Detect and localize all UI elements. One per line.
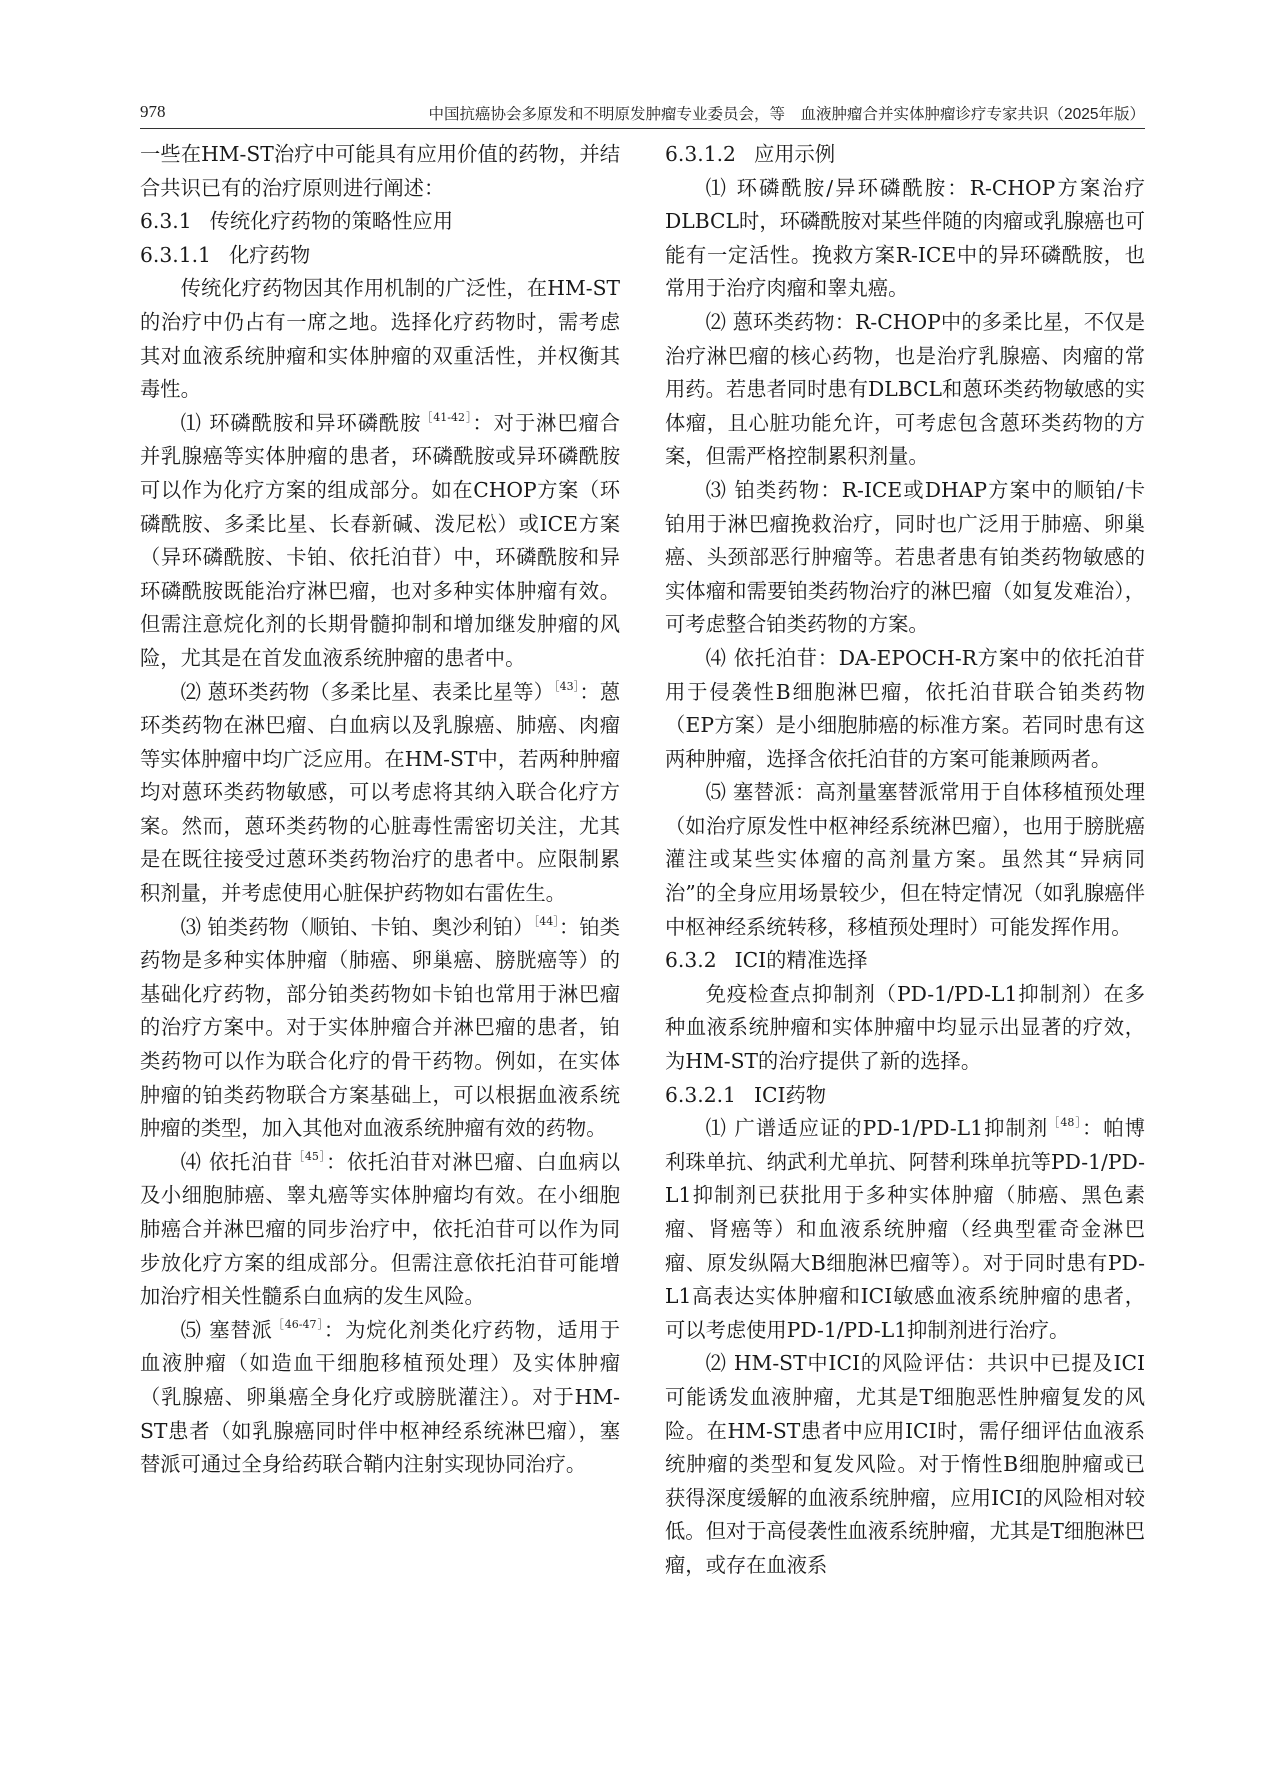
example-item: ⑵ 蒽环类药物：R-CHOP中的多柔比星，不仅是治疗淋巴瘤的核心药物，也是治疗乳腺癌、肉瘤的常用药。若患者同时患有DLBCL和蒽环类药物敏感的实体瘤，且心脏功能允许，可考虑包含蒽环类药物的方案，但需严格控制累积剂量。	[665, 309, 1145, 469]
intro-paragraph: 一些在HM-ST治疗中可能具有应用价值的药物，并结合共识已有的治疗原则进行阐述：	[140, 142, 620, 200]
ici-item-risk-assessment: ⑵ HM-ST中ICI的风险评估：共识中已提及ICI可能诱发血液肿瘤，尤其是T细胞恶性肿瘤复发的风险。在HM-ST患者中应用ICI时，需仔细评估血液系统肿瘤的类型和复发风险。对于惰性B细胞肿瘤或已获得深度缓解的血液系统肿瘤，应用ICI的风险相对较低。但对于高侵袭性血液系统肿瘤，尤其是T细胞淋巴瘤，或存在血液系	[665, 1351, 1145, 1577]
drug-item-cyclophosphamide: ⑴ 环磷酰胺和异环磷酰胺$^{[41-42]}$：对于淋巴瘤合并乳腺癌等实体肿瘤的患者，环磷酰胺或异环磷酰胺可以作为化疗方案的组成部分。如在CHOP方案（环磷酰胺、多柔比星、长春新碱、泼尼松）或ICE方案（异环磷酰胺、卡铂、依托泊苷）中，环磷酰胺和异环磷酰胺既能治疗淋巴瘤，也对多种实体肿瘤有效。但需注意烷化剂的长期骨髓抑制和增加继发肿瘤的风险，尤其是在首发血液系统肿瘤的患者中。	[140, 410, 620, 670]
heading-number: 6.3.1.1	[140, 242, 211, 267]
heading-6-3-2	[665, 944, 1145, 978]
heading-text: 应用示例	[753, 142, 836, 166]
citation: ［41-42］	[421, 410, 473, 424]
heading-text: 化疗药物	[228, 242, 311, 267]
example-item: ⑶ 铂类药物：R-ICE或DHAP方案中的顺铂/卡铂用于淋巴瘤挽救治疗，同时也广泛用于肺癌、卵巢癌、头颈部恶行肿瘤等。若患者患有铂类药物敏感的实体瘤和需要铂类药物治疗的淋巴瘤（如复发难治），可考虑整合铂类药物的方案。	[665, 477, 1145, 637]
drug-item-thiotepa: ⑸ 塞替派$^{[46-47]}$：为烷化剂类化疗药物，适用于血液肿瘤（如造血干细胞移植预处理）及实体肿瘤（乳腺癌、卵巢癌全身化疗或膀胱灌注）。对于HM-ST患者（如乳腺癌同时伴中枢神经系统淋巴瘤），塞替派可通过全身给药联合鞘内注射实现协同治疗。	[140, 1317, 620, 1477]
heading-text: ICI的精准选择	[734, 948, 868, 973]
citation: ［43］	[554, 679, 580, 693]
drug-item-anthracyclines: ⑵ 蒽环类药物（多柔比星、表柔比星等）$^{[43]}$：蒽环类药物在淋巴瘤、白血病以及乳腺癌、肺癌、肉瘤等实体肿瘤中均广泛应用。在HM-ST中，若两种肿瘤均对蒽环类药物敏感，可以考虑将其纳入联合化疗方案。然而，蒽环类药物的心脏毒性需密切关注，尤其是在既往接受过蒽环类药物治疗的患者中。应限制累积剂量，并考虑使用心脏保护药物如右雷佐生。	[140, 679, 620, 906]
heading-6-3-1-2	[665, 138, 1145, 172]
heading-number: 6.3.1.2	[665, 142, 736, 166]
running-title: 中国抗癌协会多原发和不明原发肿瘤专业委员会，等 血液肿瘤合并实体肿瘤诊疗专家共识（2025年版）	[428, 106, 1145, 123]
drug-item-etoposide: ⑷ 依托泊苷$^{[45]}$：依托泊苷对淋巴瘤、白血病以及小细胞肺癌、睾丸癌等实体肿瘤均有效。在小细胞肺癌合并淋巴瘤的同步治疗中，依托泊苷可以作为同步放化疗方案的组成部分。但需注意依托泊苷可能增加治疗相关性髓系白血病的发生风险。	[140, 1149, 620, 1309]
citation: ［48］	[1048, 1116, 1082, 1130]
heading-text: ICI药物	[753, 1082, 827, 1107]
heading-6-3-1-1	[140, 239, 620, 273]
page-number: 978	[140, 102, 166, 121]
ici-item-broad-spectrum: ⑴ 广谱适应证的PD-1/PD-L1抑制剂$^{[48]}$：帕博利珠单抗、纳武利尤单抗、阿替利珠单抗等PD-1/PD-L1抑制剂已获批用于多种实体肿瘤（肺癌、黑色素瘤、肾癌等）和血液系统肿瘤（经典型霍奇金淋巴瘤、原发纵隔大B细胞淋巴瘤等）。对于同时患有PD-L1高表达实体肿瘤和ICI敏感血液系统肿瘤的患者，可以考虑使用PD-1/PD-L1抑制剂进行治疗。	[665, 1116, 1145, 1342]
example-item: ⑴ 环磷酰胺/异环磷酰胺：R-CHOP方案治疗DLBCL时，环磷酰胺对某些伴随的肉瘤或乳腺癌也可能有一定活性。挽救方案R-ICE中的异环磷酰胺，也常用于治疗肉瘤和睾丸癌。	[665, 175, 1145, 301]
heading-number: 6.3.1	[140, 209, 192, 234]
citation: ［45］	[293, 1149, 326, 1163]
citation: ［44］	[533, 914, 559, 928]
heading-number: 6.3.2	[665, 948, 717, 973]
general-paragraph: 传统化疗药物因其作用机制的广泛性，在HM-ST的治疗中仍占有一席之地。选择化疗药物时，需考虑其对血液系统肿瘤和实体肿瘤的双重活性，并权衡其毒性。	[140, 276, 620, 402]
heading-text: 传统化疗药物的策略性应用	[209, 209, 453, 234]
example-item: ⑸ 塞替派：高剂量塞替派常用于自体移植预处理（如治疗原发性中枢神经系统淋巴瘤），也用于膀胱癌灌注或某些实体瘤的高剂量方案。虽然其“异病同治”的全身应用场景较少，但在特定情况（如乳腺癌伴中枢神经系统转移，移植预处理时）可能发挥作用。	[665, 780, 1145, 939]
ici-paragraph: 免疫检查点抑制剂（PD-1/PD-L1抑制剂）在多种血液系统肿瘤和实体肿瘤中均显示出显著的疗效，为HM-ST的治疗提供了新的选择。	[665, 981, 1145, 1074]
drug-item-platinum: ⑶ 铂类药物（顺铂、卡铂、奥沙利铂）$^{[44]}$：铂类药物是多种实体肿瘤（肺癌、卵巢癌、膀胱癌等）的基础化疗药物，部分铂类药物如卡铂也常用于淋巴瘤的治疗方案中。对于实体肿瘤合并淋巴瘤的患者，铂类药物可以作为联合化疗的骨干药物。例如，在实体肿瘤的铂类药物联合方案基础上，可以根据血液系统肿瘤的类型，加入其他对血液系统肿瘤有效的药物。	[140, 914, 620, 1141]
heading-number: 6.3.2.1	[665, 1082, 736, 1107]
citation: ［46-47］	[272, 1317, 324, 1331]
left-column	[140, 138, 620, 1482]
running-header	[140, 98, 1145, 129]
heading-6-3-2-1	[665, 1079, 1145, 1113]
heading-6-3-1	[140, 205, 620, 239]
right-column	[665, 138, 1145, 1583]
example-item: ⑷ 依托泊苷：DA-EPOCH-R方案中的依托泊苷用于侵袭性B细胞淋巴瘤，依托泊苷联合铂类药物（EP方案）是小细胞肺癌的标准方案。若同时患有这两种肿瘤，选择含依托泊苷的方案可能兼顾两者。	[665, 645, 1145, 771]
